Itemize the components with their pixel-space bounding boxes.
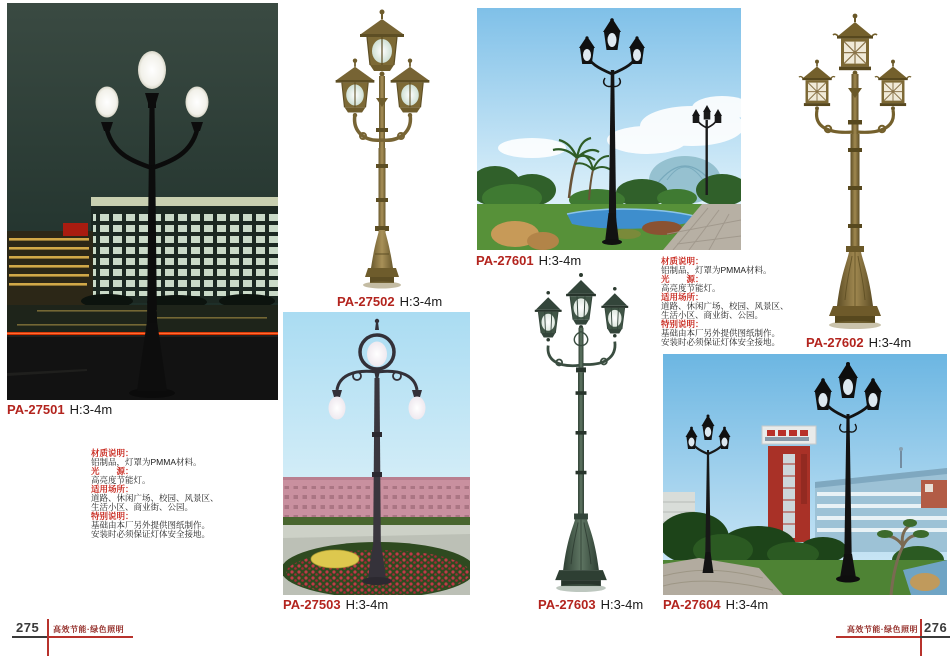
product-height: H:3-4m [868, 335, 912, 350]
spec-heading: 特别说明： [91, 511, 134, 521]
spec-description-right [661, 257, 821, 347]
product-code: PA-27502 [337, 294, 395, 309]
product-photo-pa-27501 [7, 3, 278, 400]
product-label-pa-27501 [7, 402, 112, 417]
spec-line: 高亮度节能灯。 [91, 475, 151, 485]
product-height: H:3-4m [725, 597, 769, 612]
spec-line: 高亮度节能灯。 [661, 283, 721, 293]
spec-heading: 适用场所： [661, 292, 704, 302]
product-height: H:3-4m [538, 253, 582, 268]
product-image-pa-27502 [335, 8, 430, 295]
spec-line: 安装时必须保证灯体安全接地。 [661, 337, 781, 347]
footer-slogan-left: 高效节能·绿色照明 [53, 625, 125, 634]
footer-red-rule-right [836, 636, 920, 638]
spec-line: 生活小区、商业街、公园。 [91, 502, 194, 512]
product-code: PA-27602 [806, 335, 864, 350]
product-label-pa-27604 [663, 597, 768, 612]
product-code: PA-27501 [7, 402, 65, 417]
product-height: H:3-4m [345, 597, 389, 612]
product-code: PA-27604 [663, 597, 721, 612]
product-photo-pa-27601 [477, 8, 741, 250]
footer-vertical-rule-right [920, 619, 922, 656]
product-label-pa-27601 [476, 253, 581, 268]
spec-line: 安装时必须保证灯体安全接地。 [91, 529, 211, 539]
spec-heading: 特别说明： [661, 319, 704, 329]
product-label-pa-27603 [538, 597, 643, 612]
footer-vertical-rule-left [47, 619, 49, 656]
product-code: PA-27503 [283, 597, 341, 612]
spec-line: 基础由本厂另外提供图纸制作。 [661, 328, 781, 338]
product-label-pa-27502 [337, 294, 442, 309]
spec-line: 生活小区、商业街、公园。 [661, 310, 764, 320]
spec-line: 铝制品，灯罩为PMMA材料。 [661, 265, 772, 275]
spec-heading: 光 源： [661, 274, 704, 284]
product-code: PA-27601 [476, 253, 534, 268]
footer-red-rule-left [47, 636, 133, 638]
product-photo-pa-27503 [283, 312, 470, 595]
spec-heading: 适用场所： [91, 484, 134, 494]
product-label-pa-27503 [283, 597, 388, 612]
spec-heading: 材质说明： [91, 448, 134, 458]
footer-rule-right [920, 636, 950, 638]
product-label-pa-27602 [806, 335, 911, 350]
product-height: H:3-4m [69, 402, 113, 417]
footer-slogan-right: 高效节能·绿色照明 [846, 625, 918, 634]
page-number-left: 275 [16, 620, 40, 635]
footer-rule-left [12, 636, 47, 638]
spec-line: 铝制品，灯罩为PMMA材料。 [91, 457, 202, 467]
spec-line: 道路、休闲广场、校园、风景区、 [661, 301, 789, 311]
product-height: H:3-4m [399, 294, 443, 309]
product-image-pa-27603 [529, 272, 634, 595]
spec-line: 道路、休闲广场、校园、风景区、 [91, 493, 219, 503]
page-number-right: 276 [924, 620, 948, 635]
spec-description-left [91, 449, 251, 539]
product-code: PA-27603 [538, 597, 596, 612]
spec-heading: 光 源： [91, 466, 134, 476]
spec-heading: 材质说明： [661, 256, 704, 266]
spec-line: 基础由本厂另外提供图纸制作。 [91, 520, 211, 530]
product-height: H:3-4m [600, 597, 644, 612]
product-photo-pa-27604 [663, 354, 947, 595]
